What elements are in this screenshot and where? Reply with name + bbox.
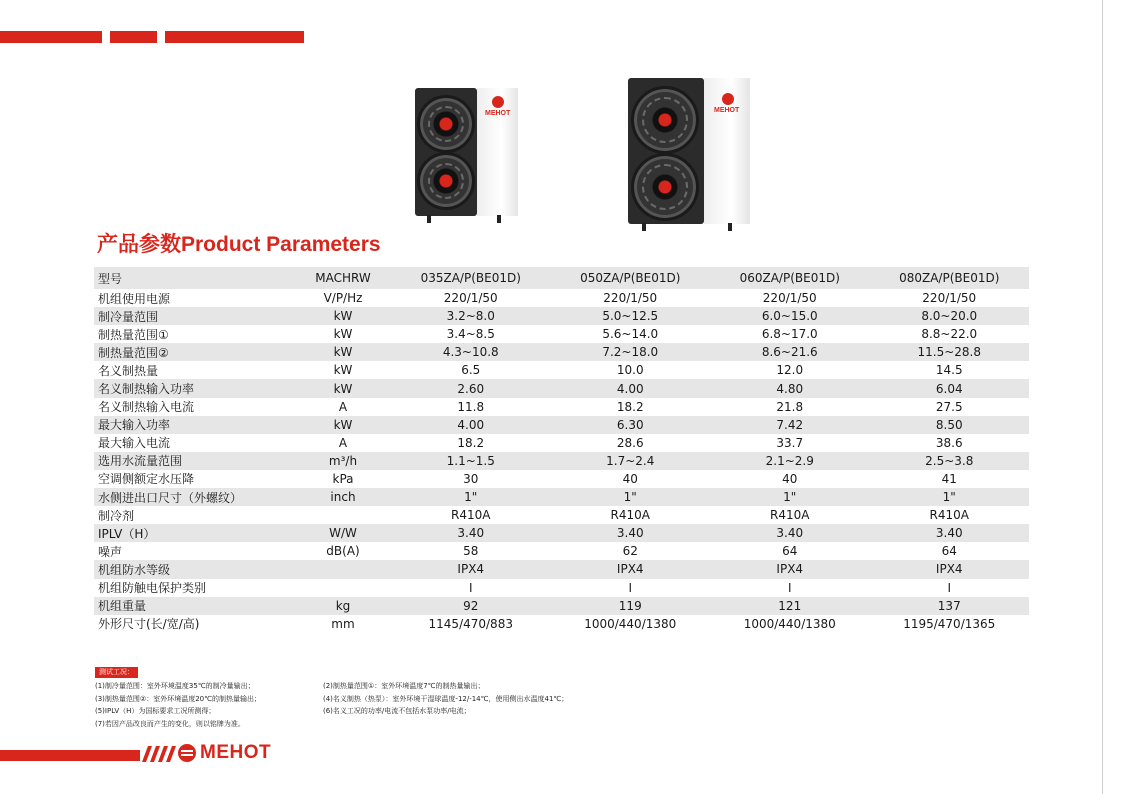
table-cell xyxy=(295,579,391,597)
table-cell: 最大输入功率 xyxy=(94,416,295,434)
table-row xyxy=(94,615,1029,633)
footer-stripes xyxy=(142,746,178,762)
table-cell: 制冷量范围 xyxy=(94,307,295,325)
table-cell: 8.0~20.0 xyxy=(870,307,1030,325)
table-cell: IPX4 xyxy=(870,560,1030,578)
table-row xyxy=(94,379,1029,397)
table-cell: 21.8 xyxy=(776,399,804,414)
table-cell: 机组防触电保护类别 xyxy=(98,581,207,596)
table-cell: 18.2 xyxy=(457,435,485,450)
table-cell: kg xyxy=(295,597,391,615)
brand-dot-icon xyxy=(492,96,504,108)
note-item xyxy=(323,718,643,731)
product-logo: MEHOT xyxy=(714,107,740,114)
table-cell: 1" xyxy=(391,488,551,506)
table-cell: 外形尺寸(长/宽/高) xyxy=(98,617,200,632)
table-cell: 7.42 xyxy=(710,416,870,434)
table-cell: dB(A) xyxy=(326,544,360,559)
table-cell: 8.50 xyxy=(870,416,1030,434)
table-cell: 4.00 xyxy=(551,379,711,397)
table-cell: 11.5~28.8 xyxy=(870,343,1030,361)
table-cell: 92 xyxy=(391,597,551,615)
table-cell: 6.8~17.0 xyxy=(761,327,818,342)
table-cell: 220/1/50 xyxy=(443,291,498,306)
table-cell: 2.60 xyxy=(391,379,551,397)
table-cell: I xyxy=(787,580,792,595)
note-item: (2)制热量范围①：室外环境温度7℃的制热量输出； xyxy=(323,682,485,690)
table-header-cell: 型号 xyxy=(94,267,295,289)
table-cell: 12.0 xyxy=(776,363,804,378)
table-cell: V/P/Hz xyxy=(323,291,363,306)
table-cell: IPX4 xyxy=(391,560,551,578)
table-cell: 14.5 xyxy=(935,363,963,378)
table-row xyxy=(94,560,1029,578)
table-cell: kW xyxy=(295,307,391,325)
fan-icon xyxy=(417,95,475,153)
table-cell: 1.1~1.5 xyxy=(391,452,551,470)
note-item: (6)名义工况的功率/电流不包括水泵功率/电流； xyxy=(323,707,471,715)
table-cell: 6.5 xyxy=(461,363,481,378)
table-cell: W/W xyxy=(295,524,391,542)
page-edge-line xyxy=(1102,0,1103,794)
table-cell: m³/h xyxy=(295,452,391,470)
table-cell: 1145/470/883 xyxy=(428,616,513,631)
table-header-cell: 060ZA/P(BE01D) xyxy=(710,267,870,289)
table-cell: 6.30 xyxy=(551,416,711,434)
table-cell: 58 xyxy=(463,544,479,559)
table-cell: kW xyxy=(295,416,391,434)
table-cell: R410A xyxy=(451,508,491,523)
table-cell: 制热量范围① xyxy=(98,327,169,342)
table-cell: 水侧进出口尺寸（外螺纹） xyxy=(94,488,295,506)
fan-icon xyxy=(631,153,699,221)
note-item: (1)制冷量范围：室外环境温度35℃的制冷量输出； xyxy=(95,682,255,690)
table-cell: 3.2~8.0 xyxy=(391,307,551,325)
table-cell: 6.0~15.0 xyxy=(710,307,870,325)
table-cell: 1" xyxy=(710,488,870,506)
table-cell: 8.8~22.0 xyxy=(921,327,978,342)
table-cell: 噪声 xyxy=(98,544,123,559)
table-cell: inch xyxy=(295,488,391,506)
table-cell: R410A xyxy=(929,508,969,523)
table-cell: 1195/470/1365 xyxy=(903,616,996,631)
table-header-cell: 080ZA/P(BE01D) xyxy=(870,267,1030,289)
table-cell: kW xyxy=(333,363,353,378)
table-cell: 1000/440/1380 xyxy=(743,616,836,631)
table-cell: 5.6~14.0 xyxy=(602,327,659,342)
table-cell: 机组重量 xyxy=(94,597,295,615)
table-cell: 8.6~21.6 xyxy=(710,343,870,361)
table-header-cell: MACHRW xyxy=(295,267,391,289)
product-image-small xyxy=(415,88,518,223)
table-row xyxy=(94,343,1029,361)
table-cell: 制冷剂 xyxy=(98,508,135,523)
table-cell: 1.7~2.4 xyxy=(551,452,711,470)
table-cell: kPa xyxy=(332,471,354,486)
note-item: (7)若因产品改良而产生的变化，则以铭牌为准。 xyxy=(95,719,245,728)
header-stripe-2 xyxy=(110,31,157,43)
table-row xyxy=(94,542,1029,560)
table-cell: IPX4 xyxy=(551,560,711,578)
table-cell: kW xyxy=(295,343,391,361)
table-cell: 28.6 xyxy=(616,435,644,450)
table-cell: IPX4 xyxy=(710,560,870,578)
product-image-large xyxy=(628,78,750,231)
table-cell: 27.5 xyxy=(935,399,963,414)
table-row xyxy=(94,579,1029,597)
table-cell: 机组使用电源 xyxy=(98,291,171,306)
table-cell: I xyxy=(468,580,473,595)
table-cell: mm xyxy=(331,616,355,631)
table-row xyxy=(94,434,1029,452)
footer-bar xyxy=(0,750,140,761)
table-cell: 10.0 xyxy=(616,363,644,378)
table-cell: 220/1/50 xyxy=(603,291,658,306)
table-row xyxy=(94,470,1029,488)
table-cell: 119 xyxy=(551,597,711,615)
table-cell: 4.80 xyxy=(710,379,870,397)
table-cell xyxy=(295,506,391,524)
table-cell: 62 xyxy=(622,544,638,559)
table-cell: 1" xyxy=(870,488,1030,506)
table-cell: 1000/440/1380 xyxy=(584,616,677,631)
table-cell: 220/1/50 xyxy=(762,291,817,306)
table-cell: kW xyxy=(295,379,391,397)
table-cell: I xyxy=(628,580,633,595)
table-cell: 41 xyxy=(941,471,957,486)
table-row xyxy=(94,488,1029,506)
table-cell: A xyxy=(338,399,348,414)
header-stripe-1 xyxy=(0,31,102,43)
unit-leg xyxy=(497,215,501,223)
notes-tag: 测试工况： xyxy=(95,667,138,678)
table-cell: 3.40 xyxy=(710,524,870,542)
table-cell: I xyxy=(947,580,952,595)
table-row xyxy=(94,289,1029,307)
table-cell: 137 xyxy=(870,597,1030,615)
table-cell: 空调侧额定水压降 xyxy=(98,472,195,487)
table-cell: 名义制热输入功率 xyxy=(94,379,295,397)
table-cell: 名义制热量 xyxy=(98,363,159,378)
fan-icon xyxy=(631,86,699,154)
table-row xyxy=(94,325,1029,343)
table-cell: 64 xyxy=(941,544,957,559)
mehot-logo-icon xyxy=(178,744,196,762)
table-row xyxy=(94,361,1029,379)
table-cell: 121 xyxy=(710,597,870,615)
table-cell: 64 xyxy=(782,544,798,559)
table-cell: 30 xyxy=(463,471,479,486)
table-cell: 名义制热输入电流 xyxy=(98,400,195,415)
note-item: (3)制热量范围②：室外环境温度20℃的制热量输出； xyxy=(95,694,261,703)
table-cell: 18.2 xyxy=(616,399,644,414)
table-row xyxy=(94,398,1029,416)
header-stripe-3 xyxy=(165,31,304,43)
table-cell: 220/1/50 xyxy=(922,291,977,306)
table-cell: 2.5~3.8 xyxy=(870,452,1030,470)
table-cell: 7.2~18.0 xyxy=(551,343,711,361)
table-header-cell: 035ZA/P(BE01D) xyxy=(391,267,551,289)
table-cell: 6.04 xyxy=(870,379,1030,397)
table-header-row xyxy=(94,267,1029,289)
unit-leg xyxy=(642,223,646,231)
table-cell: R410A xyxy=(770,508,810,523)
table-cell: 3.40 xyxy=(391,524,551,542)
table-cell: 机组防水等级 xyxy=(94,560,295,578)
table-row xyxy=(94,416,1029,434)
table-cell: 选用水流量范围 xyxy=(94,452,295,470)
table-cell: 38.6 xyxy=(935,435,963,450)
product-logo: MEHOT xyxy=(485,110,511,117)
brand-dot-icon xyxy=(722,93,734,105)
table-cell: IPLV（H） xyxy=(94,524,295,542)
table-cell: 1" xyxy=(551,488,711,506)
table-cell: 5.0~12.5 xyxy=(551,307,711,325)
table-row xyxy=(94,524,1029,542)
table-cell: 最大输入电流 xyxy=(98,436,171,451)
table-row xyxy=(94,506,1029,524)
footer-brand: MEHOT xyxy=(200,742,272,763)
unit-leg xyxy=(728,223,732,231)
table-cell: kW xyxy=(333,327,353,342)
test-conditions-notes xyxy=(95,666,643,730)
table-cell: 3.40 xyxy=(870,524,1030,542)
table-cell: 4.3~10.8 xyxy=(391,343,551,361)
table-cell: 40 xyxy=(622,471,638,486)
fan-icon xyxy=(417,152,475,210)
table-row xyxy=(94,307,1029,325)
table-cell xyxy=(295,560,391,578)
parameters-table xyxy=(94,267,1029,633)
table-cell: 40 xyxy=(782,471,798,486)
table-cell: 2.1~2.9 xyxy=(710,452,870,470)
table-row xyxy=(94,452,1029,470)
section-title: 产品参数Product Parameters xyxy=(97,233,381,256)
note-item: (4)名义制热（热泵）：室外环境干湿球温度-12/-14℃，使用侧出水温度41℃； xyxy=(323,694,569,703)
table-cell: 制热量范围② xyxy=(94,343,295,361)
table-cell: 3.40 xyxy=(551,524,711,542)
table-cell: 11.8 xyxy=(457,399,485,414)
unit-leg xyxy=(427,215,431,223)
note-item: (5)IPLV（H）为国标要求工况所测得； xyxy=(95,707,216,715)
table-header-cell: 050ZA/P(BE01D) xyxy=(551,267,711,289)
table-cell: A xyxy=(338,435,348,450)
table-cell: 33.7 xyxy=(776,435,804,450)
table-row xyxy=(94,597,1029,615)
table-cell: 3.4~8.5 xyxy=(446,327,495,342)
table-cell: R410A xyxy=(610,508,650,523)
table-cell: 4.00 xyxy=(391,416,551,434)
